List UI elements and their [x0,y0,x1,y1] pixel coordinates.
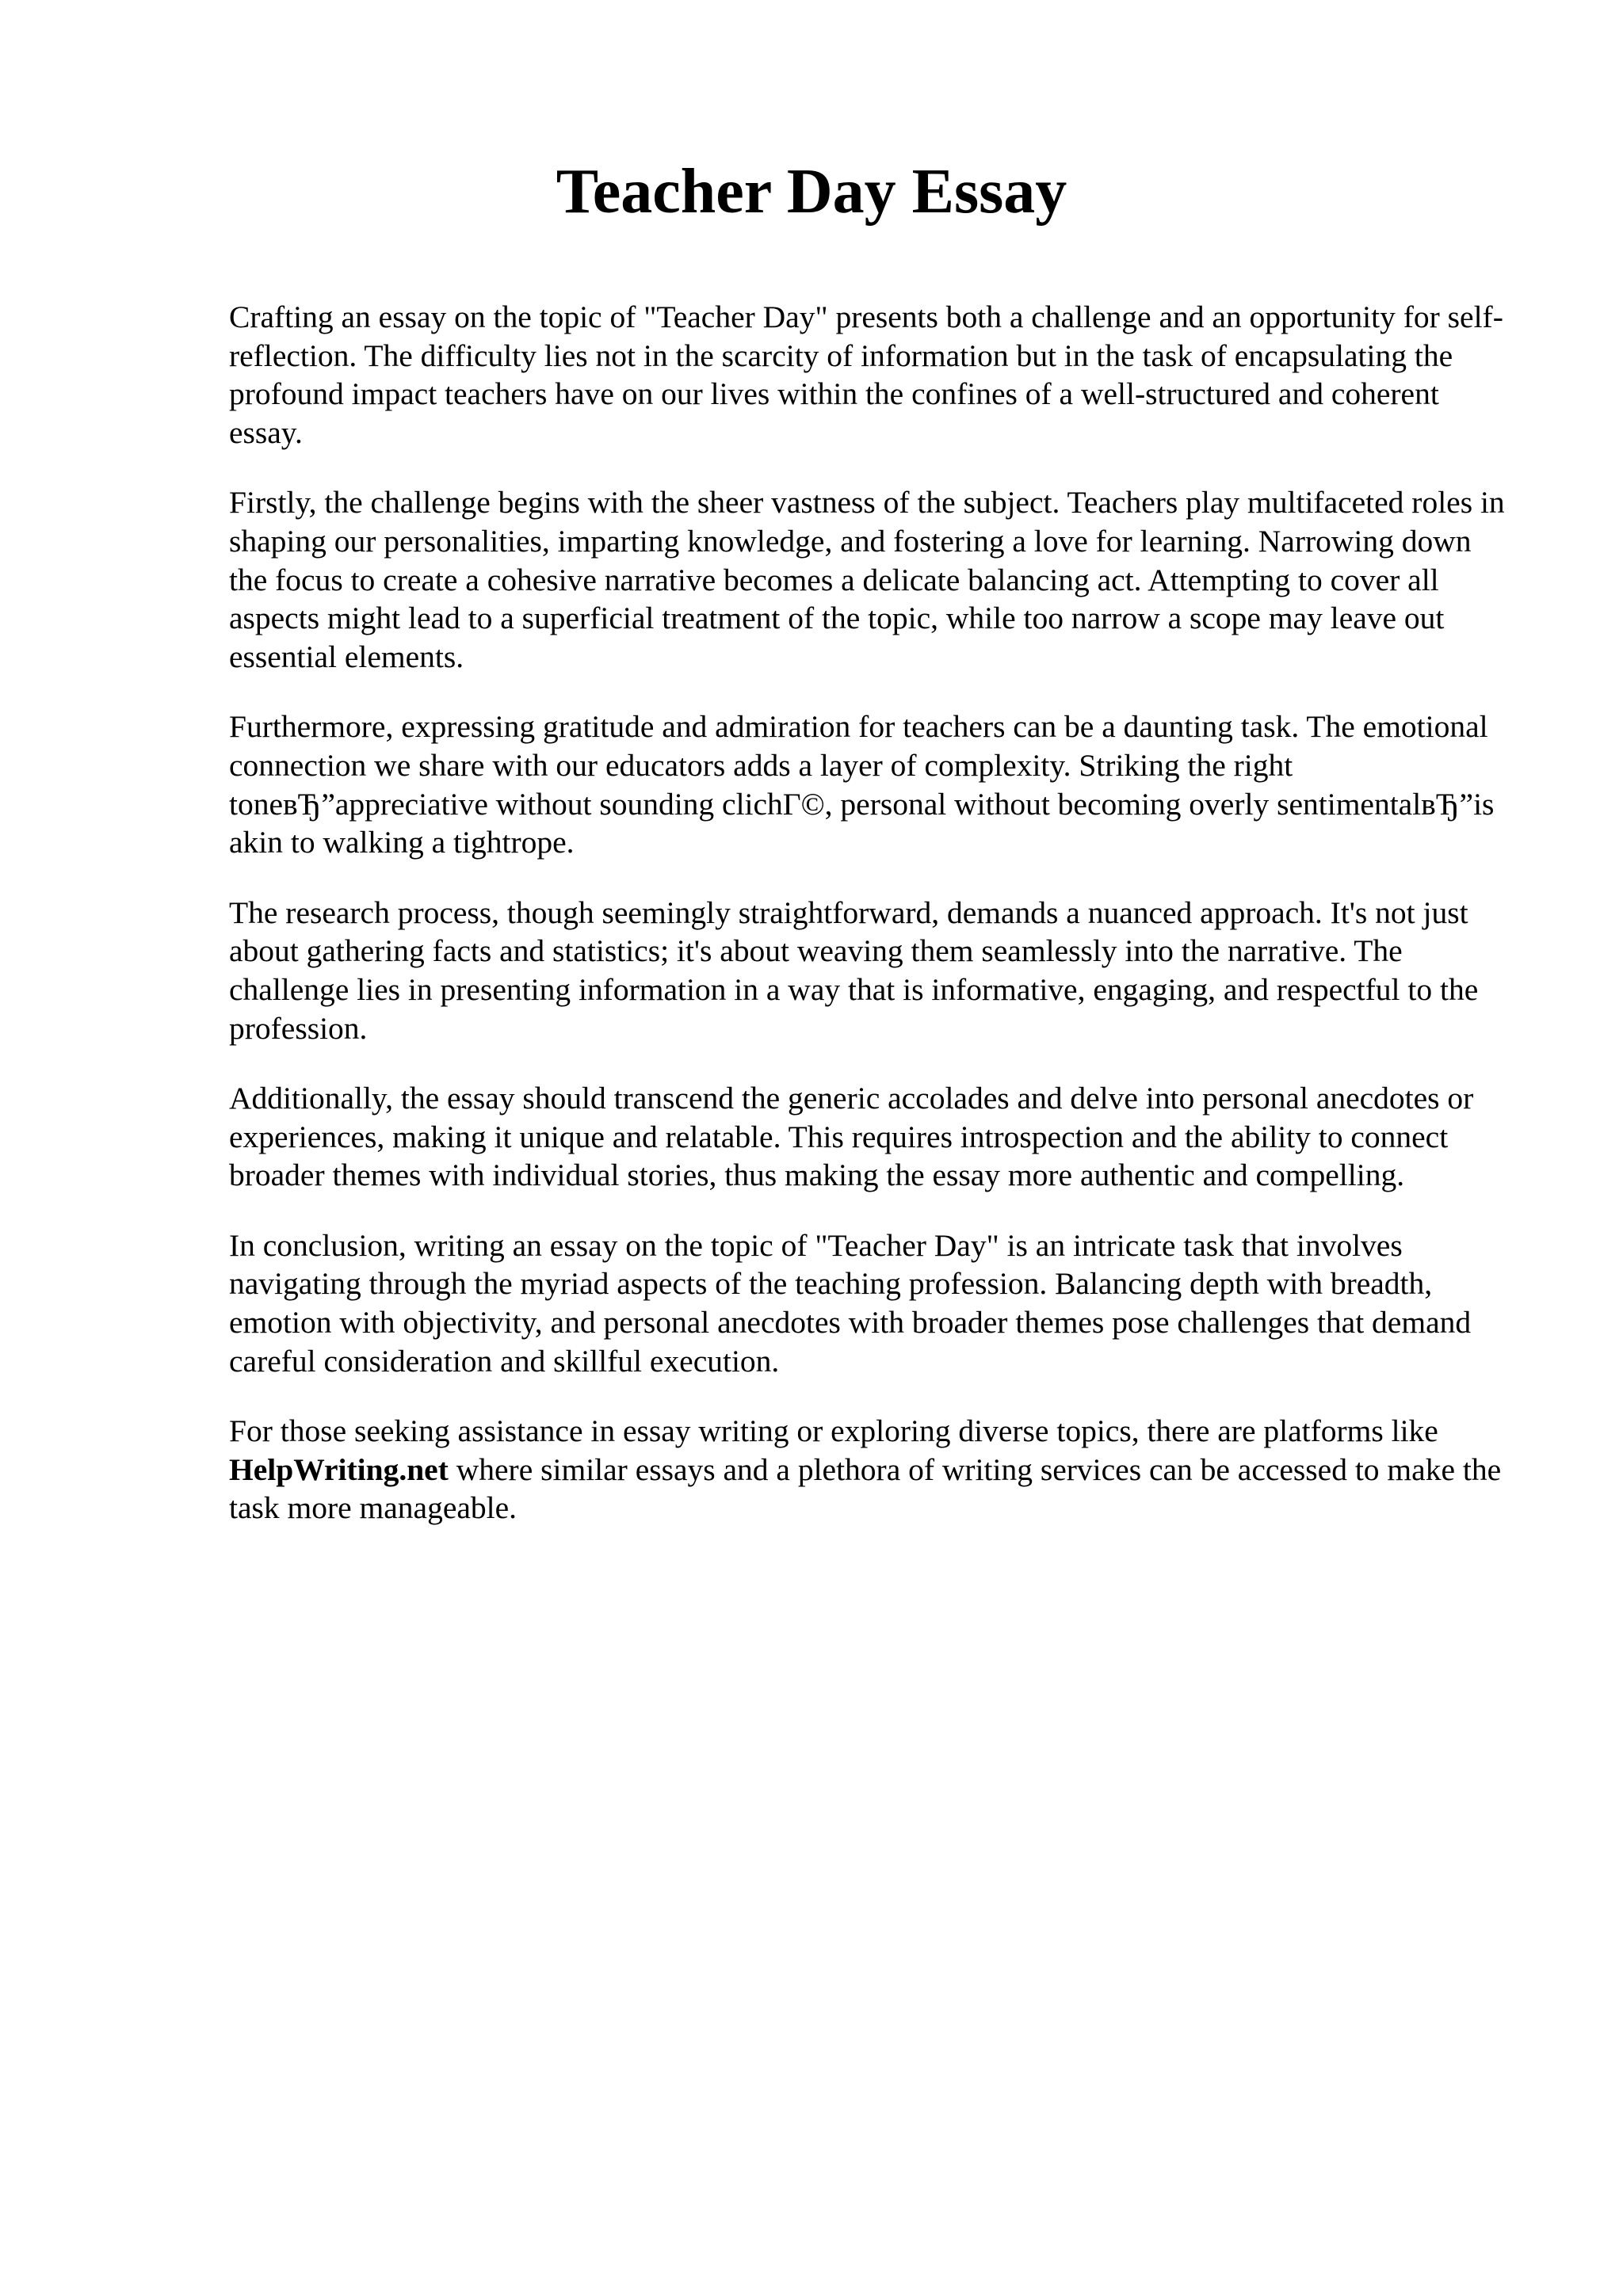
paragraph-1: Crafting an essay on the topic of "Teacher Day" presents both a challenge and an opportunity for self-reflection. The difficulty lies not in the scarcity of information but in the task of encapsulating the profound impact teachers have on our lives within the confines of a well-structured and coherent essay. [229,299,1503,450]
paragraph-4: The research process, though seemingly straightforward, demands a nuanced approach. It's not just about gathering facts and statistics; it's about weaving them seamlessly into the narrative. The challenge lies in presenting information in a way that is informative, engaging, and respectful to the profession. [229,894,1479,1046]
closing-paragraph [229,1412,1513,1527]
closing-text-after: where similar essays and a plethora of writing services can be accessed to make the task more manageable. [229,1451,1502,1526]
paragraph-3: Furthermore, expressing gratitude and admiration for teachers can be a daunting task. The emotional connection we share with our educators adds a layer of complexity. Striking the right toneвЂ”appreciative without sounding clichГ©, personal without becoming overly sentimentalвЂ”is akin to walking a tightrope. [229,709,1495,860]
paragraph-5: Additionally, the essay should transcend the generic accolades and delve into personal anecdotes or experiences, making it unique and relatable. This requires introspection and the ability to connect broader themes with individual stories, thus making the essay more authentic and compelling. [229,1081,1474,1193]
helpwriting-link[interactable]: HelpWriting.net [229,1451,449,1487]
essay-body [229,298,1513,1559]
paragraph-6: In conclusion, writing an essay on the topic of "Teacher Day" is an intricate task that involves navigating through the myriad aspects of the teaching profession. Balancing depth with breadth, emotion with objectivity, and personal anecdotes with broader themes pose challenges that demand careful consideration and skillful execution. [229,1227,1472,1379]
page-title: Teacher Day Essay [556,157,1067,227]
closing-text-before: For those seeking assistance in essay writing or exploring diverse topics, there are platforms like [229,1413,1438,1449]
paragraph-2: Firstly, the challenge begins with the sheer vastness of the subject. Teachers play multifaceted roles in shaping our personalities, imparting knowledge, and fostering a love for learning. Narrowing down the focus to create a cohesive narrative becomes a delicate balancing act. Attempting to cover all aspects might lead to a superficial treatment of the topic, while too narrow a scope may leave out essential elements. [229,485,1505,674]
